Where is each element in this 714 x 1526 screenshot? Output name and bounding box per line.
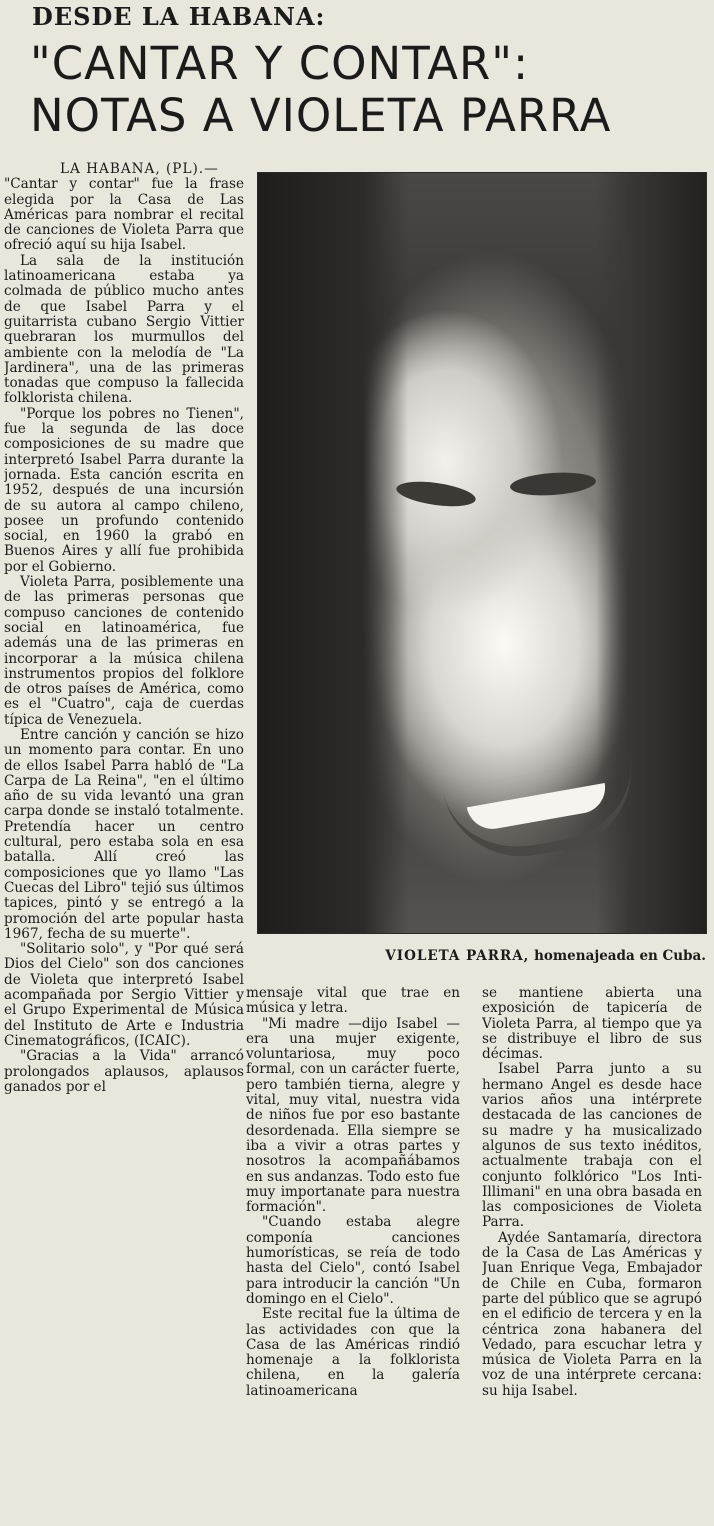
paragraph: Isabel Parra junto a su hermano Angel es desde hace varios años una intérprete destacada de las canciones de su madre y ha musicalizado algunos de sus texto inéditos, actualmente trabaja con el conjunto folklórico "Los Inti-Illimani" en una obra basada en las composiciones de Violeta Parra. xyxy=(482,1061,702,1231)
paragraph: Aydée Santamaría, directora de la Casa de Las Américas y Juan Enrique Vega, Embajador de Chile en Cuba, formaron parte del público que se agrupó en el edificio de tercera y en la céntrica zona habanera del Vedado, para escuchar letra y música de Violeta Parra en la voz de una intérprete cercana: su hija Isabel. xyxy=(482,1229,702,1399)
paragraph: "Mi madre —dijo Isabel — era una mujer exigente, voluntariosa, muy poco formal, con un carácter fuerte, pero también tierna, alegre y vital, muy vital, nuestra vida de niños fue por eso bastante desordenada. Ella siempre se iba a vivir a otras partes y nosotros la acompañábamos en sus andanzas. Todo esto fue muy importanate para nuestra formación". xyxy=(246,1015,460,1216)
photo-eye-right xyxy=(509,470,596,498)
headline xyxy=(30,38,710,142)
headline-line-1: "CANTAR Y CONTAR": xyxy=(30,37,530,90)
paragraph: Entre canción y canción se hizo un momento para contar. En uno de ellos Isabel Parra habló de "La Carpa de La Reina", "en el último año de su vida levantó una gran carpa donde se instaló totalmente. Pretendía hacer un centro cultural, pero estaba sola en esa batalla. Allí creó las composiciones que yo llamo "Las Cuecas del Libro" tejió sus últimos tapices, pintó y se entregó a la promoción del arte popular hasta 1967, fecha de su muerte". xyxy=(4,726,244,942)
paragraph: "Solitario solo", y "Por qué será Dios del Cielo" son dos canciones de Violeta que interpretó Isabel acompañada por Sergio Vittier y el Grupo Experimental de Música del Instituto de Arte e Industria Cinematográficos, (ICAIC). xyxy=(4,941,244,1049)
article-column-1 xyxy=(4,162,244,1526)
paragraph: La sala de la institución latinoamericana estaba ya colmada de público mucho antes de que Isabel Parra y el guitarrista cubano Sergio Vittier quebraran los murmullos del ambiente con la melodía de "La Jardinera", una de las primeras tonadas que compuso la fallecida folklorista chilena. xyxy=(4,252,244,407)
paragraph: "Cantar y contar" fue la frase elegida por la Casa de Las Américas para nombrar el recital de canciones de Violeta Parra que ofreció aquí su hija Isabel. xyxy=(4,176,244,254)
photo-shade-left xyxy=(258,173,408,933)
paragraph: "Cuando estaba alegre componía canciones humorísticas, se reía de todo hasta del Cielo", contó Isabel para introducir la canción "Un domingo en el Cielo". xyxy=(246,1214,460,1307)
paragraph: "Porque los pobres no Tienen", fue la segunda de las doce composiciones de su madre que interpretó Isabel Parra durante la jornada. Esta canción escrita en 1952, después de una incursión de su autora al campo chileno, posee un profundo contenido social, en 1960 la grabó en Buenos Aires y allí fue prohibida por el Gobierno. xyxy=(4,405,244,575)
photo-caption xyxy=(258,948,706,964)
headline-line-2: NOTAS A VIOLETA PARRA xyxy=(30,89,612,142)
caption-name: VIOLETA PARRA, xyxy=(385,948,530,964)
paragraph: mensaje vital que trae en música y letra. xyxy=(246,986,460,1017)
article-column-3 xyxy=(482,986,702,1526)
portrait-photo xyxy=(257,172,707,934)
paragraph: Violeta Parra, posiblemente una de las primeras personas que compuso canciones de contenido social en latinoamérica, fue además una de las primeras en incorporar a la música chilena instrumentos propios del folklore de otros países de América, como es el "Cuatro", caja de cuerdas típica de Venezuela. xyxy=(4,574,244,728)
caption-text: homenajeada en Cuba. xyxy=(534,948,706,964)
article-column-2 xyxy=(246,986,460,1526)
dateline: LA HABANA, (PL).— xyxy=(60,162,219,177)
paragraph: se mantiene abierta una exposición de tapicería de Violeta Parra, al tiempo que ya se distribuye el libro de sus décimas. xyxy=(482,986,702,1063)
paragraph: "Gracias a la Vida" arrancó prolongados aplausos, aplausos ganados por el xyxy=(4,1048,244,1095)
section-kicker: DESDE LA HABANA: xyxy=(32,2,326,31)
paragraph: Este recital fue la última de las actividades con que la Casa de las Américas rindió homenaje a la folklorista chilena, en la galería latinoamericana xyxy=(246,1306,460,1399)
